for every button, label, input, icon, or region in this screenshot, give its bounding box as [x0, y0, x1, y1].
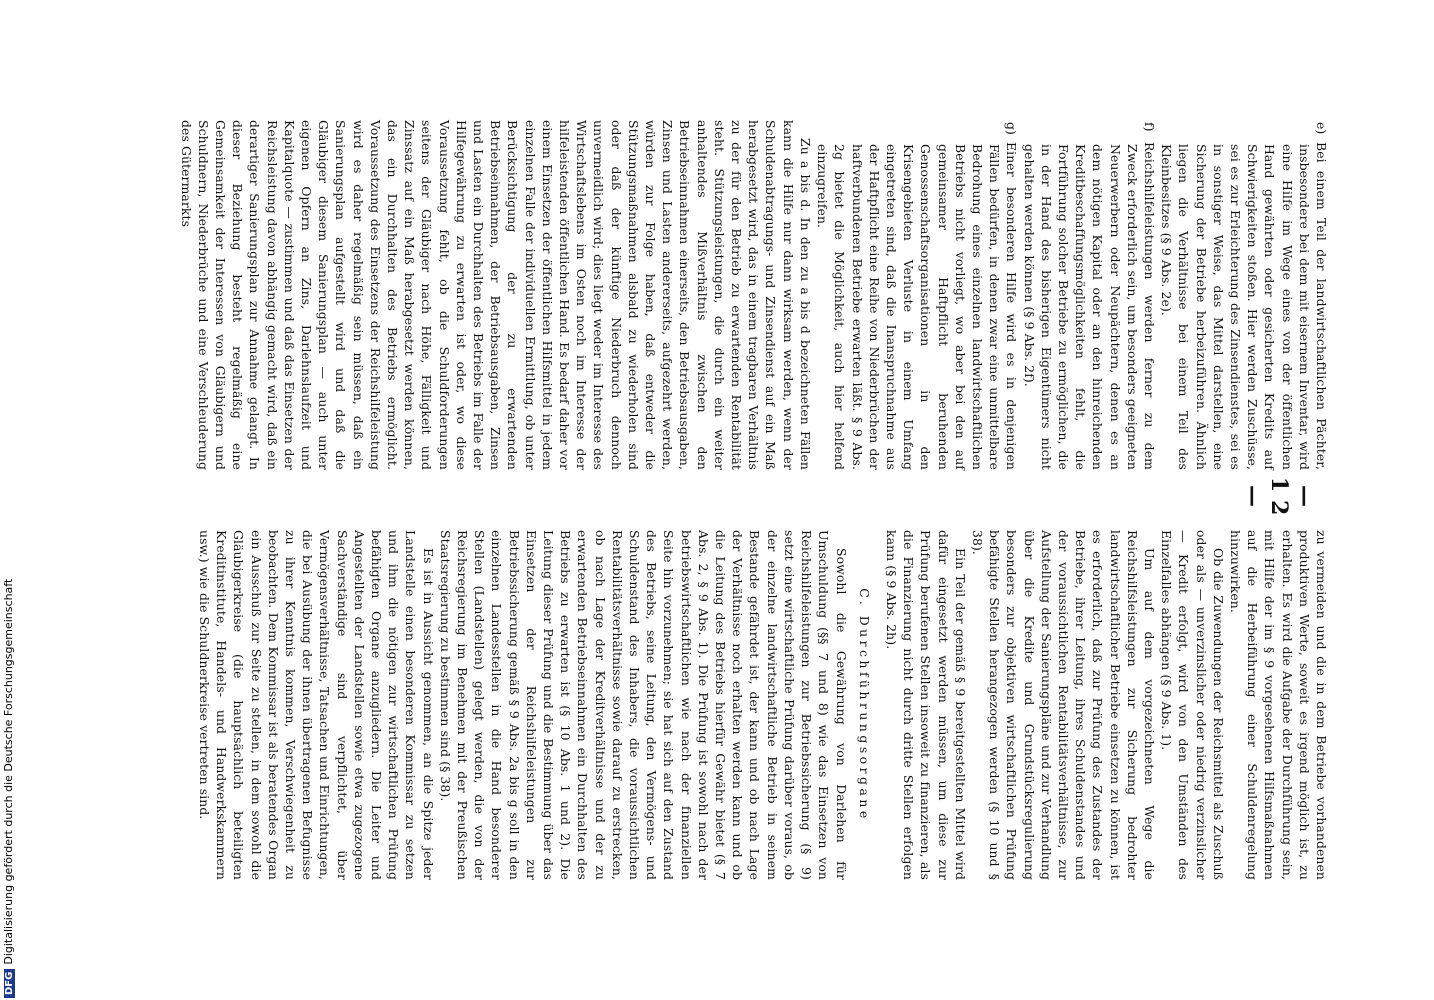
list-item-e — [1158, 122, 1330, 470]
right-column — [196, 530, 1330, 880]
item-label: f) — [1141, 122, 1157, 132]
digitization-note: Digitalisierung gefördert durch die Deutsche Forschungsgemeinschaft — [2, 578, 15, 965]
paragraph: zu vermeiden und die in dem Betriebe vorhandenen produktiven Werte, soweit es irgend möglich ist, zu erhalten. Es wird die Aufgabe der Durchführung sein, mit Hilfe der im § 9 vorgesehenen Hilfsmaßnahmen auf die Herbeiführung einer Schuldenregelung hinzuwirken. — [1227, 530, 1329, 880]
section-heading: C. Durchführungsorgane — [856, 588, 872, 822]
page-number: — 12 — — [1240, 476, 1318, 524]
paragraph: Zu a bis d. In den zu a bis d bezeichneten Fällen kann die Hilfe nur dann wirksam werden, wenn der Schuldenabtragungs- und Zinsendienst auf ein Maß herabgesetzt wird, das in einem tragbaren Verhältnis zu der für den Betrieb zu erwartenden Rentabilität steht. Stützungsleistungen, die durch ein weiter anhaltendes Mißverhältnis zwischen den Betriebseinnahmen einerseits, den Betriebsausgaben, Zinsen und Lasten andererseits, aufgezehrt werden, würden zur Folge haben, daß entweder die Stützungsmaßnahmen alsbald zu wiederholen sind oder daß der künftige Niederbruch dennoch unvermeidlich wird; dies liegt weder im Interesse des Wirtschaftslebens im Osten noch im Interesse der hilfeleistenden öffentlichen Hand. Es bedarf daher vor einem Einsetzen der öffentlichen Hilfsmittel in jedem einzelnen Falle der individuellen Ermittlung, ob unter Berücksichtigung der zu erwartenden Betriebseinnahmen, der Betriebsausgaben, Zinsen und Lasten ein Durchhalten des Betriebs im Falle der Hilfegewährung zu erwarten ist oder, wo diese Voraussetzung fehlt, ob die Schuldforderungen seitens der Gläubiger nach Höhe, Fälligkeit und Zinssatz auf ein Maß herabgesetzt werden können, das ein Durchhalten des Betriebs ermöglicht. Voraussetzung des Einsetzens der Reichshilfeleistung wird es daher regelmäßig sein müssen, daß ein Sanierungsplan aufgestellt wird und daß die Gläubiger diesem Sanierungsplan — auch unter eigenen Opfern an Zins, Darlehnslaufzeit und Kapitalquote — zustimmen und daß das Einsetzen der Reichsleistung davon abhängig gemacht wird, daß ein derartiger Sanierungsplan zur Annahme gelangt. In dieser Beziehung besteht regelmäßig eine Gemeinsamkeit der Interessen von Gläubigern und Schuldnern, Niederbrüche und eine Verschleuderung des Gütermarkts — [178, 120, 813, 470]
paragraph: Es ist in Aussicht genommen, an die Spitze jeder Landstelle einen besonderen Kommissar zu setzen und ihm die nötigen zur wirtschaftlichen Prüfung befähigten Organe anzugliedern. Die Leiter und Angestellten der Landstellen sowie etwa zugezogene Sachverständige sind verpflichtet, über Vermögensverhältnisse, Tatsachen und Einrichtungen, die bei Ausübung der ihnen übertragenen Befugnisse zu ihrer Kenntnis kommen, Verschwiegenheit zu beobachten. Dem Kommissar ist als beratendes Organ ein Ausschuß zur Seite zu stellen, in dem sowohl die Gläubigerkreise (die hauptsächlich beteiligten Kreditinstitute, Handels- und Handwerkskammern usw.) wie die Schuldnerkreise vertreten sind. — [197, 530, 436, 880]
paragraph: Um auf dem vorgezeichneten Wege die Reichshilfsleistungen zur Sicherung bedrohter landwirtschaftlicher Betriebe einsetzen zu können, ist es erforderlich, daß zur Prüfung des Zustandes der Betriebe, ihrer Leitung, ihres Schuldenstandes und der voraussichtlichen Rentabilitätsverhältnisse, zur Aufstellung der Sanierungspläne und zur Verhandlung über die Kredite und Grundstücksregulierung besonders zur objektiven wirtschaftlichen Prüfung befähigte Stellen herangezogen werden (§ 10 und § 38). — [969, 530, 1157, 880]
paragraph: Ein Teil der gemäß § 9 bereitgestellten Mittel wird dafür eingesetzt werden müssen, um diese zur Prüfung berufenen Stellen insoweit zu finanzieren, als die Finanzierung nicht durch dritte Stellen erfolgen kann (§ 9 Abs. 2h). — [883, 530, 968, 880]
item-label: g) — [1004, 122, 1020, 135]
left-column — [177, 120, 1330, 470]
paragraph: Sowohl die Gewährung von Darlehen für Umschuldung (§§ 7 und 8) wie das Einsetzen von Reichshilfeleistungen zur Betriebssicherung (§ 9) setzt eine wirtschaftliche Prüfung darüber voraus, ob der einzelne landwirtschaftliche Betrieb in seinem Bestande gefährdet ist, der kann und ob nach Lage der Verhältnisse noch erhalten werden kann und ob die Leitung des Betriebs hierfür Gewähr bietet (§ 7 Abs. 2, § 9 Abs. 1). Die Prüfung ist sowohl nach der betriebswirtschaftlichen wie nach der finanziellen Seite hin vorzunehmen; sie hat sich auf den Zustand des Betriebs, seine Leitung, den Vermögens- und Schuldenstand des Inhabers, die voraussichtlichen Rentabilitätsverhältnisse sowie darauf zu erstrecken, ob nach Lage der Kreditverhältnisse und der zu erwartenden Betriebseinnahmen ein Durchhalten des Betriebs zu erwarten ist (§ 10 Abs. 1 und 2). Die Leitung dieser Prüfung und die Bestimmung über das Einsetzen der Reichshilfeleistungen zur Betriebssicherung gemäß § 9 Abs. 2a bis g soll in den einzelnen Landesstellen in die Hand besonderer Stellen (Landstellen) gelegt werden, die von der Reichsregierung im Benehmen mit der Preußischen Staatsregierung zu bestimmen sind (§ 38). — [437, 530, 849, 880]
item-text: Einer besonderen Hilfe wird es in denjenigen Fällen bedürfen, in denen zwar eine unmittelbare Bedrohung eines einzelnen landwirtschaftlichen Betriebs nicht vorliegt, wo aber bei den auf gemeinsamer Haftpflicht beruhenden Genossenschaftsorganisationen in den Krisengebieten Verluste in einem Umfang eingetreten sind, daß die Inanspruchnahme aus der Haftpflicht eine Reihe von Niederbrüchen der haftverbundenen Betriebe erwarten läßt. § 9 Abs. 2g bietet die Möglichkeit, auch hier helfend einzugreifen. — [815, 142, 1020, 470]
item-label: e) — [1314, 122, 1329, 135]
paragraph: Ob die Zuwendungen der Reichsmittel als Zuschuß oder als — unverzinslicher oder niedrig verzinslicher — Kredit erfolgt, wird von den Umständen des Einzelfalles abhängen (§ 9 Abs. 1). — [1159, 530, 1226, 880]
item-text: Bei einem Teil der landwirtschaftlichen Pächter, insbesondere bei dem mit eisernem Inventar, wird eine Hilfe im Wege eines von der öffentlichen Hand gewährten oder gesicherten Kredits auf Schwierigkeiten stoßen. Hier werden Zuschüsse, sei es zur Erleichterung des Zinsendienstes, sei es in sonstiger Weise, das Mittel darstellen, eine Sicherung der Betriebe herbeizuführen. Ähnlich liegen die Verhältnisse bei einem Teil des Kleinbesitzes (§ 9 Abs. 2e). — [1159, 142, 1329, 470]
list-item-f — [1020, 122, 1158, 470]
text-body — [150, 120, 1330, 880]
item-text: Reichshilfeleistungen werden ferner zu dem Zweck erforderlich sein, um besonders geeigneten Neuerwerbern oder Neupächtern, denen es an dem nötigen Kapital oder an den hinreichenden Kreditbeschaffungsmöglichkeiten fehlt, die Fortführung solcher Betriebe zu ermöglichen, die in der Hand des bisherigen Eigentümers nicht gehalten werden können (§ 9 Abs. 2f). — [1021, 142, 1157, 470]
dfg-logo: DFG — [4, 969, 15, 998]
digitization-footer — [2, 579, 15, 998]
list-item-g — [814, 122, 1020, 470]
